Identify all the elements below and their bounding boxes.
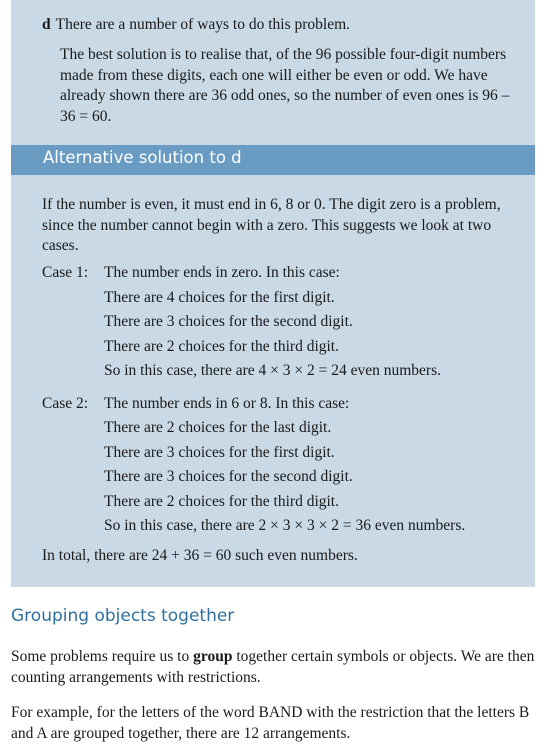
alternative-solution-panel [11,175,535,587]
grouping-paragraph-1 [11,647,536,688]
alternative-solution-heading: Alternative solution to d [43,148,242,167]
case-2-line: There are 2 choices for the last digit. [104,419,332,436]
case-2-line: There are 3 choices for the second digit. [104,468,353,485]
case-2-line: So in this case, there are 2 × 3 × 3 × 2 = 36 even numbers. [104,517,466,534]
grouping-text: Some problems require us to [11,648,194,665]
part-d-paragraph: The best solution is to realise that, of the 96 possible four-digit numbers made from these digits, each one will either be even or odd. We have already shown there are 36 odd ones, so the number of even ones is 96 – 36 = 60. [60,46,510,125]
grouping-text: together certain symbols or objects. We are then counting arrangements with restrictions. [11,648,535,686]
case-1-label: Case 1: [42,264,89,281]
case-2-line: The number ends in 6 or 8. In this case: [104,395,350,412]
part-d-first-line [42,15,350,35]
alternative-solution-header [11,145,535,175]
solution-panel [11,0,535,145]
case-1-line: There are 2 choices for the third digit. [104,338,339,355]
case-2-line: There are 2 choices for the third digit. [104,493,339,510]
case-2-line: There are 3 choices for the first digit. [104,444,335,461]
case-2-label: Case 2: [42,395,89,412]
section-heading: Grouping objects together [11,606,235,626]
alternative-intro: If the number is even, it must end in 6, 8 or 0. The digit zero is a problem, since the number cannot begin with a zero. This suggests we look at two cases. [42,196,501,254]
case-1-line: So in this case, there are 4 × 3 × 2 = 24 even numbers. [104,362,442,379]
part-d-intro-text: There are a number of ways to do this problem. [55,16,351,33]
case-1-line: There are 3 choices for the second digit. [104,313,353,330]
grouping-paragraph-2: For example, for the letters of the word BAND with the restriction that the letters B and A are grouped together, there are 12 arrangements. [11,704,530,742]
case-1-line: The number ends in zero. In this case: [104,264,340,281]
total-statement: In total, there are 24 + 36 = 60 such even numbers. [42,547,358,564]
grouping-keyword: group [193,648,233,665]
case-1-line: There are 4 choices for the first digit. [104,289,335,306]
part-d-label: d [42,16,51,33]
